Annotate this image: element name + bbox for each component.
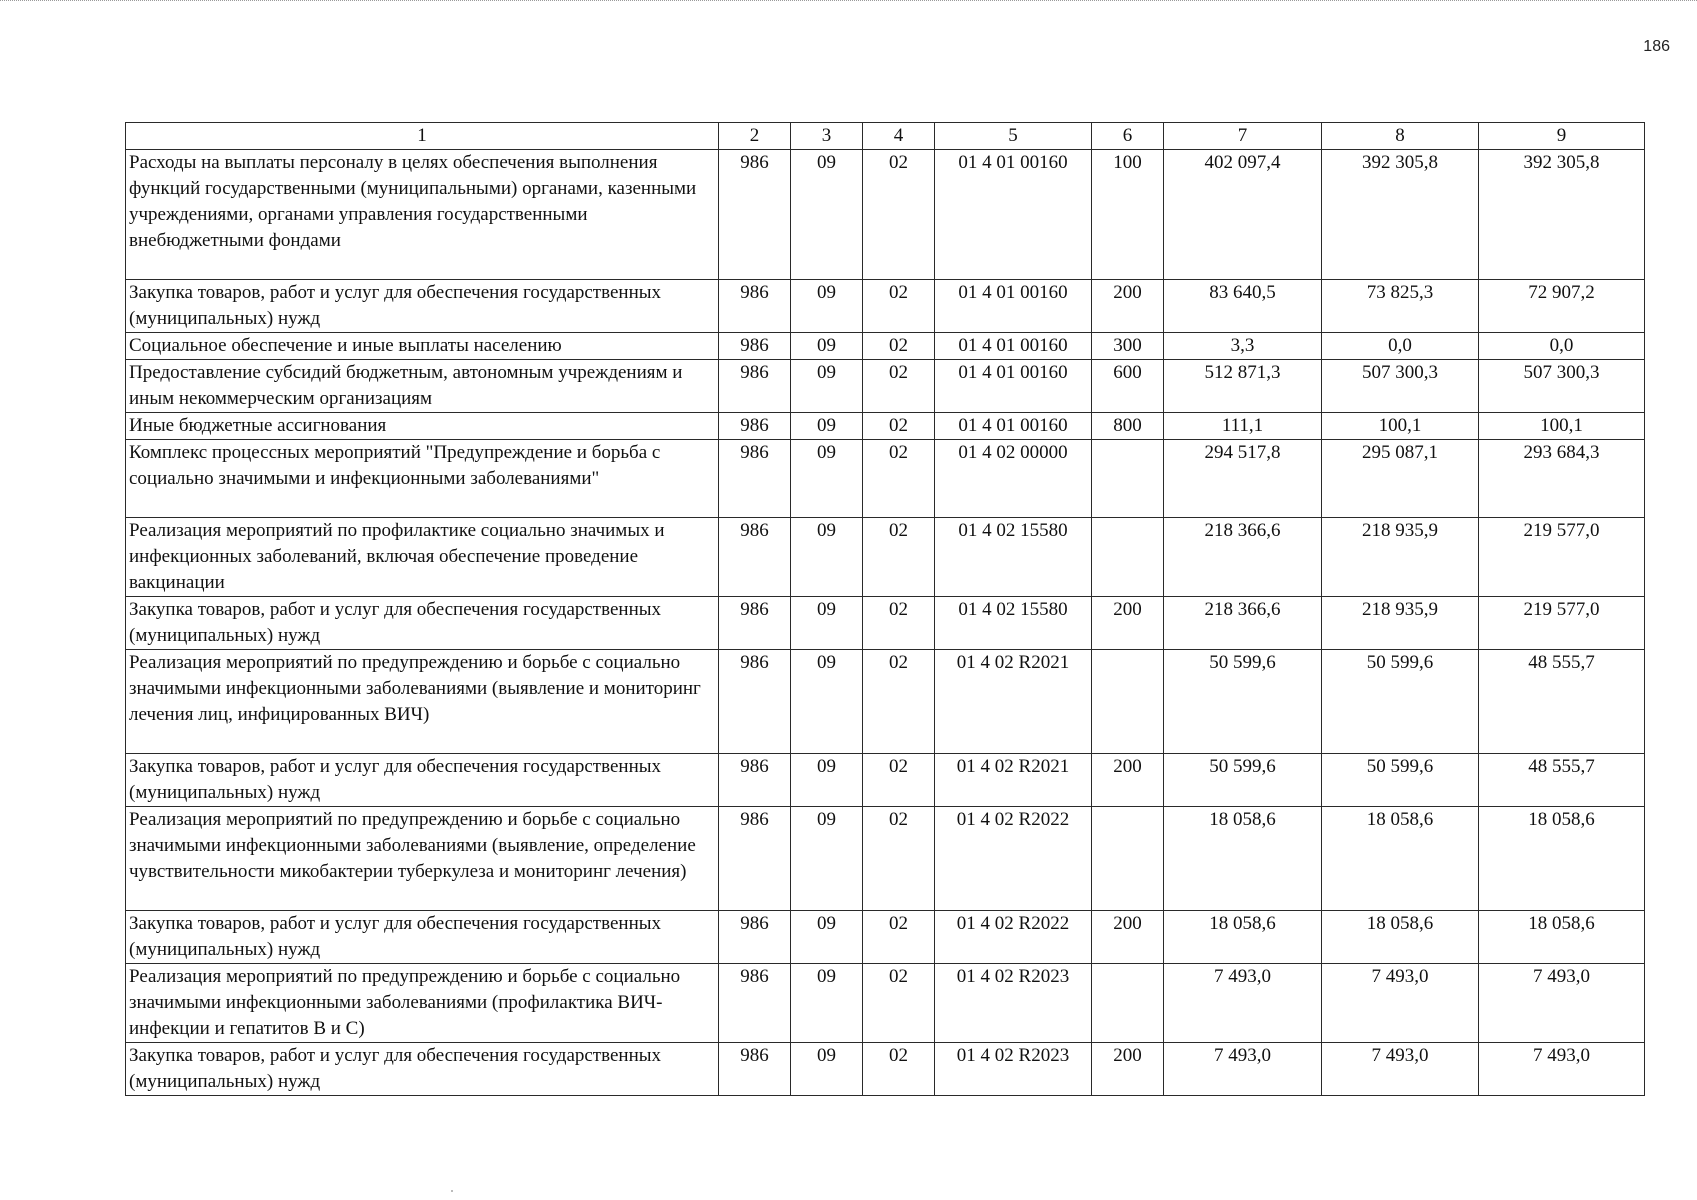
cell-amount-col8: 18 058,6 (1322, 807, 1479, 911)
cell-grbs: 986 (719, 911, 791, 964)
cell-grbs: 986 (719, 360, 791, 413)
cell-amount-col9: 293 684,3 (1479, 440, 1645, 518)
table-row (126, 754, 1645, 807)
cell-grbs: 986 (719, 280, 791, 333)
cell-amount-col8: 507 300,3 (1322, 360, 1479, 413)
cell-amount-col8: 73 825,3 (1322, 280, 1479, 333)
cell-podrazdel: 02 (863, 911, 935, 964)
cell-razdel: 09 (791, 807, 863, 911)
cell-amount-col7: 83 640,5 (1164, 280, 1322, 333)
cell-amount-col8: 218 935,9 (1322, 518, 1479, 597)
cell-podrazdel: 02 (863, 360, 935, 413)
table-row (126, 807, 1645, 911)
cell-amount-col8: 50 599,6 (1322, 754, 1479, 807)
cell-amount-col8: 18 058,6 (1322, 911, 1479, 964)
cell-expense-type (1092, 440, 1164, 518)
table-row (126, 964, 1645, 1043)
row-description: Закупка товаров, работ и услуг для обеспечения государственных (муниципальных) нужд (126, 597, 719, 650)
cell-target-article: 01 4 01 00160 (935, 280, 1092, 333)
cell-amount-col7: 18 058,6 (1164, 911, 1322, 964)
cell-amount-col7: 111,1 (1164, 413, 1322, 440)
cell-target-article: 01 4 02 R2021 (935, 754, 1092, 807)
cell-expense-type (1092, 964, 1164, 1043)
column-header: 2 (719, 123, 791, 150)
row-description: Предоставление субсидий бюджетным, автономным учреждениям и иным некоммерческим организациям (126, 360, 719, 413)
cell-podrazdel: 02 (863, 597, 935, 650)
cell-amount-col8: 392 305,8 (1322, 150, 1479, 280)
cell-amount-col9: 0,0 (1479, 333, 1645, 360)
cell-expense-type (1092, 650, 1164, 754)
cell-amount-col8: 100,1 (1322, 413, 1479, 440)
cell-podrazdel: 02 (863, 754, 935, 807)
budget-table (125, 122, 1645, 1096)
cell-razdel: 09 (791, 440, 863, 518)
cell-razdel: 09 (791, 360, 863, 413)
row-description: Реализация мероприятий по предупреждению и борьбе с социально значимыми инфекционными заболеваниями (профилактика ВИЧ-инфекции и гепатитов В и С) (126, 964, 719, 1043)
column-header: 4 (863, 123, 935, 150)
cell-amount-col7: 512 871,3 (1164, 360, 1322, 413)
cell-target-article: 01 4 02 15580 (935, 597, 1092, 650)
cell-amount-col8: 50 599,6 (1322, 650, 1479, 754)
table-row (126, 1043, 1645, 1096)
row-description: Закупка товаров, работ и услуг для обеспечения государственных (муниципальных) нужд (126, 1043, 719, 1096)
column-header: 9 (1479, 123, 1645, 150)
cell-target-article: 01 4 02 00000 (935, 440, 1092, 518)
cell-grbs: 986 (719, 440, 791, 518)
column-header: 1 (126, 123, 719, 150)
cell-target-article: 01 4 02 R2021 (935, 650, 1092, 754)
cell-amount-col8: 295 087,1 (1322, 440, 1479, 518)
table-row (126, 597, 1645, 650)
cell-amount-col9: 72 907,2 (1479, 280, 1645, 333)
cell-amount-col9: 18 058,6 (1479, 807, 1645, 911)
cell-razdel: 09 (791, 964, 863, 1043)
cell-razdel: 09 (791, 413, 863, 440)
cell-podrazdel: 02 (863, 964, 935, 1043)
column-header: 5 (935, 123, 1092, 150)
table-row (126, 440, 1645, 518)
cell-target-article: 01 4 02 15580 (935, 518, 1092, 597)
cell-expense-type: 300 (1092, 333, 1164, 360)
cell-target-article: 01 4 01 00160 (935, 150, 1092, 280)
row-description: Реализация мероприятий по профилактике социально значимых и инфекционных заболеваний, включая обеспечение проведение вакцинации (126, 518, 719, 597)
cell-amount-col9: 18 058,6 (1479, 911, 1645, 964)
cell-amount-col9: 48 555,7 (1479, 754, 1645, 807)
cell-target-article: 01 4 01 00160 (935, 360, 1092, 413)
cell-podrazdel: 02 (863, 150, 935, 280)
cell-razdel: 09 (791, 150, 863, 280)
cell-expense-type: 200 (1092, 911, 1164, 964)
cell-podrazdel: 02 (863, 650, 935, 754)
cell-amount-col8: 218 935,9 (1322, 597, 1479, 650)
cell-grbs: 986 (719, 807, 791, 911)
cell-amount-col9: 507 300,3 (1479, 360, 1645, 413)
cell-target-article: 01 4 02 R2022 (935, 911, 1092, 964)
cell-razdel: 09 (791, 597, 863, 650)
cell-expense-type: 200 (1092, 597, 1164, 650)
cell-amount-col7: 402 097,4 (1164, 150, 1322, 280)
table-row (126, 360, 1645, 413)
row-description: Закупка товаров, работ и услуг для обеспечения государственных (муниципальных) нужд (126, 280, 719, 333)
row-description: Закупка товаров, работ и услуг для обеспечения государственных (муниципальных) нужд (126, 754, 719, 807)
cell-podrazdel: 02 (863, 1043, 935, 1096)
scan-speck (451, 1190, 453, 1192)
table-row (126, 911, 1645, 964)
cell-razdel: 09 (791, 280, 863, 333)
table-row (126, 650, 1645, 754)
cell-amount-col9: 7 493,0 (1479, 964, 1645, 1043)
cell-grbs: 986 (719, 964, 791, 1043)
cell-razdel: 09 (791, 650, 863, 754)
cell-amount-col8: 7 493,0 (1322, 1043, 1479, 1096)
cell-expense-type: 600 (1092, 360, 1164, 413)
row-description: Закупка товаров, работ и услуг для обеспечения государственных (муниципальных) нужд (126, 911, 719, 964)
table-row (126, 413, 1645, 440)
table-row (126, 518, 1645, 597)
row-description: Социальное обеспечение и иные выплаты населению (126, 333, 719, 360)
cell-amount-col7: 18 058,6 (1164, 807, 1322, 911)
cell-grbs: 986 (719, 150, 791, 280)
cell-amount-col9: 219 577,0 (1479, 518, 1645, 597)
table-header-row (126, 123, 1645, 150)
cell-grbs: 986 (719, 597, 791, 650)
cell-expense-type: 200 (1092, 1043, 1164, 1096)
cell-grbs: 986 (719, 1043, 791, 1096)
page-number: 186 (1643, 38, 1670, 55)
cell-razdel: 09 (791, 754, 863, 807)
column-header: 3 (791, 123, 863, 150)
cell-grbs: 986 (719, 333, 791, 360)
cell-expense-type (1092, 807, 1164, 911)
cell-amount-col7: 218 366,6 (1164, 597, 1322, 650)
cell-grbs: 986 (719, 413, 791, 440)
cell-podrazdel: 02 (863, 280, 935, 333)
row-description: Комплекс процессных мероприятий "Предупреждение и борьба с социально значимыми и инфекционными заболеваниями" (126, 440, 719, 518)
row-description: Реализация мероприятий по предупреждению и борьбе с социально значимыми инфекционными заболеваниями (выявление, определение чувствительности микобактерии туберкулеза и мониторинг лечения) (126, 807, 719, 911)
row-description: Реализация мероприятий по предупреждению и борьбе с социально значимыми инфекционными заболеваниями (выявление и мониторинг лечения лиц, инфицированных ВИЧ) (126, 650, 719, 754)
row-description: Расходы на выплаты персоналу в целях обеспечения выполнения функций государственными (муниципальными) органами, казенными учреждениями, органами управления государственными внебюджетными фондами (126, 150, 719, 280)
cell-target-article: 01 4 01 00160 (935, 333, 1092, 360)
cell-expense-type: 800 (1092, 413, 1164, 440)
cell-expense-type (1092, 518, 1164, 597)
cell-amount-col7: 50 599,6 (1164, 650, 1322, 754)
cell-expense-type: 200 (1092, 754, 1164, 807)
cell-amount-col7: 218 366,6 (1164, 518, 1322, 597)
cell-target-article: 01 4 02 R2023 (935, 964, 1092, 1043)
cell-podrazdel: 02 (863, 807, 935, 911)
cell-amount-col8: 0,0 (1322, 333, 1479, 360)
cell-razdel: 09 (791, 1043, 863, 1096)
cell-amount-col9: 7 493,0 (1479, 1043, 1645, 1096)
cell-amount-col9: 219 577,0 (1479, 597, 1645, 650)
cell-razdel: 09 (791, 911, 863, 964)
scan-top-edge (0, 0, 1697, 5)
cell-expense-type: 200 (1092, 280, 1164, 333)
cell-amount-col7: 7 493,0 (1164, 964, 1322, 1043)
cell-grbs: 986 (719, 754, 791, 807)
column-header: 6 (1092, 123, 1164, 150)
cell-amount-col7: 7 493,0 (1164, 1043, 1322, 1096)
cell-grbs: 986 (719, 650, 791, 754)
cell-expense-type: 100 (1092, 150, 1164, 280)
cell-amount-col7: 294 517,8 (1164, 440, 1322, 518)
cell-amount-col9: 48 555,7 (1479, 650, 1645, 754)
cell-amount-col9: 100,1 (1479, 413, 1645, 440)
table-row (126, 333, 1645, 360)
column-header: 7 (1164, 123, 1322, 150)
cell-podrazdel: 02 (863, 413, 935, 440)
row-description: Иные бюджетные ассигнования (126, 413, 719, 440)
cell-razdel: 09 (791, 333, 863, 360)
cell-target-article: 01 4 02 R2022 (935, 807, 1092, 911)
cell-amount-col7: 50 599,6 (1164, 754, 1322, 807)
cell-podrazdel: 02 (863, 440, 935, 518)
cell-razdel: 09 (791, 518, 863, 597)
table-row (126, 280, 1645, 333)
cell-amount-col8: 7 493,0 (1322, 964, 1479, 1043)
cell-podrazdel: 02 (863, 518, 935, 597)
column-header: 8 (1322, 123, 1479, 150)
cell-podrazdel: 02 (863, 333, 935, 360)
table-row (126, 150, 1645, 280)
cell-amount-col9: 392 305,8 (1479, 150, 1645, 280)
cell-target-article: 01 4 01 00160 (935, 413, 1092, 440)
cell-amount-col7: 3,3 (1164, 333, 1322, 360)
cell-grbs: 986 (719, 518, 791, 597)
cell-target-article: 01 4 02 R2023 (935, 1043, 1092, 1096)
